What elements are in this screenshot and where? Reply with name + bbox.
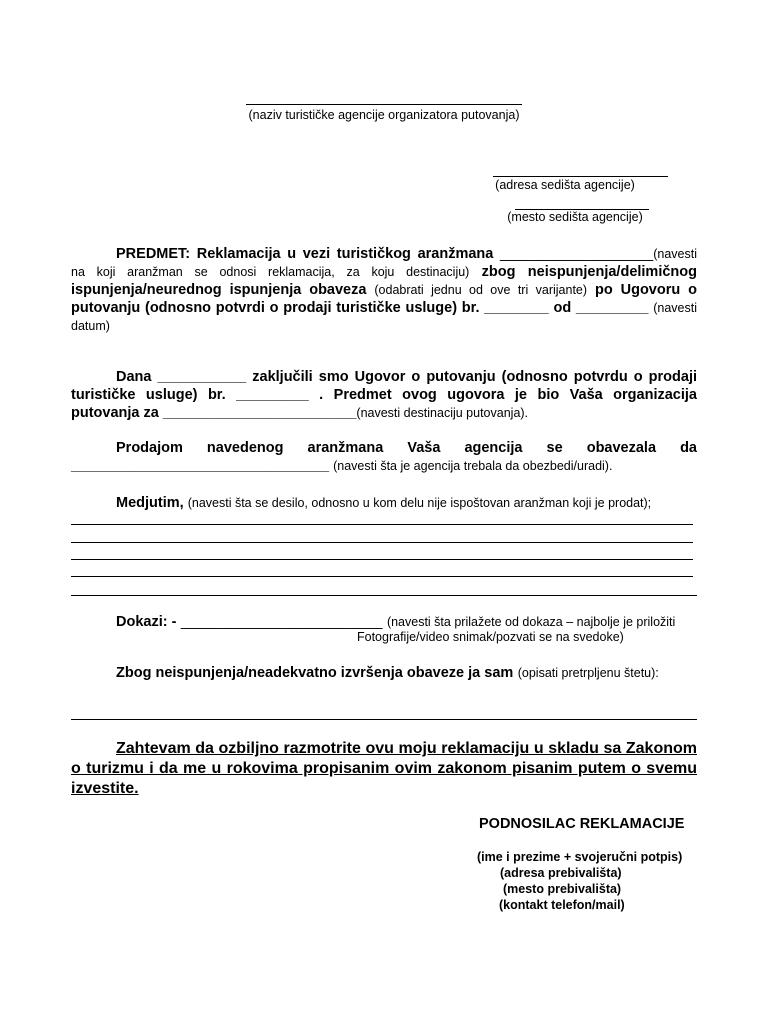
subject-lead: PREDMET: Reklamacija u vezi turističkog aranžmana — [116, 246, 494, 262]
signature-address: (adresa prebivališta) — [500, 866, 622, 880]
subject-note-arrangement: (navesti — [653, 247, 697, 261]
subject-note-variants: (odabrati jednu od ove tri varijante) — [374, 283, 588, 297]
subject-note-destination: na koji aranžman se odnosi reklamacija, za koju destinaciju) — [71, 265, 470, 279]
agency-name-line[interactable] — [246, 104, 522, 105]
evidence-row — [116, 613, 697, 631]
evidence-note-line1: (navesti šta prilažete od dokaza – najbolje je priložiti — [386, 615, 676, 629]
damage-row — [116, 664, 697, 682]
however-line-2[interactable] — [71, 542, 693, 543]
subject-contract-ref: po Ugovoru o putovanju (odnosno potvrdi o prodaji turističke usluge) br. ________ od _________ — [71, 282, 698, 316]
obligation-text: Prodajom navedenog aranžmana Vaša agencija se obavezala da ________________________________ — [71, 440, 697, 474]
damage-note: (opisati pretrpljenu štetu): — [517, 666, 659, 680]
evidence-lead: Dokazi: - — [116, 614, 177, 630]
however-line-5[interactable] — [71, 595, 697, 596]
subject-note-date: (navesti datum) — [71, 301, 698, 333]
agency-name-label: (naziv turističke agencije organizatora putovanja) — [248, 108, 520, 122]
contract-paragraph — [71, 368, 697, 422]
contract-text: Dana ___________ zaključili smo Ugovor o putovanju (odnosno potvrdu o prodaji turističke usluge) br. _________ . Predmet ovog ugovora je bio Vaša organizacija putovanja za ________________________ — [71, 369, 697, 421]
however-line-4[interactable] — [71, 576, 693, 577]
agency-address-line[interactable] — [493, 176, 668, 177]
subject-arrangement-blank[interactable]: ___________________ — [499, 246, 654, 262]
agency-city-label: (mesto sedišta agencije) — [507, 210, 643, 224]
evidence-blank[interactable]: _________________________ — [180, 614, 383, 630]
obligation-paragraph — [71, 439, 697, 475]
signature-title: PODNOSILAC REKLAMACIJE — [479, 816, 685, 832]
damage-lead: Zbog neispunjenja/neadekvatno izvršenja obaveze ja sam — [116, 665, 514, 681]
subject-obligation-type: zbog neispunjenja/delimičnog ispunjenja/neurednog ispunjenja obaveza — [71, 264, 697, 298]
closing-request: Zahtevam da ozbiljno razmotrite ovu moju reklamaciju u skladu sa Zakonom o turizmu i da me u rokovima propisanim ovim zakonom pisanim putem o svemu izvestite. — [71, 740, 697, 797]
however-paragraph — [71, 494, 697, 512]
however-line-3[interactable] — [71, 559, 693, 560]
subject-paragraph — [71, 245, 697, 335]
obligation-note: (navesti šta je agencija trebala da obezbedi/uradi). — [333, 459, 613, 473]
however-lead: Medjutim, — [116, 495, 184, 511]
contract-note: (navesti destinaciju putovanja). — [356, 406, 529, 420]
agency-address-label: (adresa sedišta agencije) — [495, 178, 635, 192]
evidence-note-line2: Fotografije/video snimak/pozvati se na svedoke) — [357, 630, 624, 644]
damage-line[interactable] — [71, 719, 697, 720]
signature-name: (ime i prezime + svojeručni potpis) — [477, 850, 683, 864]
signature-city: (mesto prebivališta) — [503, 882, 622, 896]
however-line-1[interactable] — [71, 524, 693, 525]
however-note: (navesti šta se desilo, odnosno u kom delu nije ispoštovan aranžman koji je prodat); — [187, 496, 652, 510]
signature-contact: (kontakt telefon/mail) — [499, 898, 625, 912]
